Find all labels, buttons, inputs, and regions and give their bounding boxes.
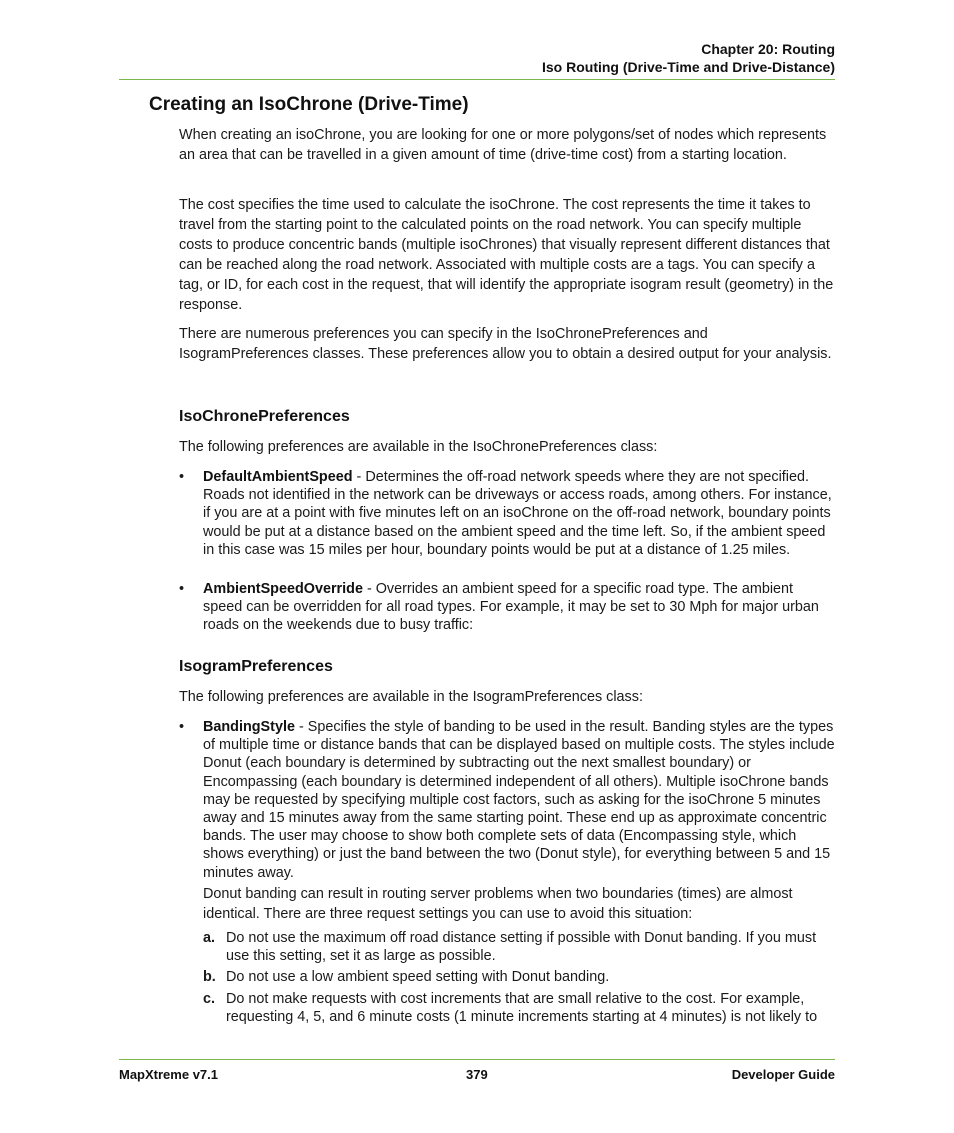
bullet-marker: • bbox=[179, 581, 185, 597]
footer-product: MapXtreme v7.1 bbox=[119, 1067, 218, 1082]
term: DefaultAmbientSpeed bbox=[203, 469, 353, 485]
isochrone-heading: IsoChronePreferences bbox=[179, 408, 350, 425]
running-header bbox=[542, 40, 835, 76]
header-section: Iso Routing (Drive-Time and Drive-Distance) bbox=[541, 59, 835, 75]
intro-paragraph-2: The cost specifies the time used to calculate the isoChrone. The cost represents the time it takes to travel from the starting point to the calculated points on the road network. You can specify multiple costs to produce concentric bands (multiple isoChrones) that visually represent different distances that can be reached along the road network. Associated with multiple costs are a tags. You can specify a tag, or ID, for each cost in the request, that will identify the appropriate isogram result (geometry) in the response. bbox=[179, 197, 834, 313]
list-item bbox=[179, 580, 835, 635]
step-text: Do not use the maximum off road distance setting if possible with Donut banding. If you must use this setting, set it as large as possible. bbox=[226, 930, 817, 965]
list-item bbox=[203, 929, 835, 965]
intro-paragraph-3: There are numerous preferences you can specify in the IsoChronePreferences and IsogramPreferences classes. These preferences allow you to obtain a desired output for your analysis. bbox=[179, 326, 832, 362]
step-text: Do not use a low ambient speed setting with Donut banding. bbox=[226, 969, 610, 985]
step-marker: c. bbox=[203, 991, 216, 1007]
bullet-marker: • bbox=[179, 719, 185, 735]
definition: - Specifies the style of banding to be used in the result. Banding styles are the types of multiple time or distance bands that can be displayed based on multiple costs. The styles include Donut (each boundary is determined by subtracting out the next smallest boundary) or Encompassing (each boundary is determined independent of all others). Multiple isoChrone bands may be requested by specifying multiple cost factors, such as asking for the isoChrone 5 minutes away and 15 minutes away from the same starting point. These end up as approximate concentric bands. The user may choose to show both complete sets of data (Encompassing style, which shows everything) or just the band between the two (Donut style), for everything between 5 and 15 minutes away. bbox=[203, 719, 835, 881]
page-title: Creating an IsoChrone (Drive-Time) bbox=[149, 94, 469, 115]
bullet-marker: • bbox=[179, 469, 185, 485]
isogram-heading: IsogramPreferences bbox=[179, 658, 333, 675]
term: BandingStyle bbox=[203, 719, 295, 735]
isogram-lead: The following preferences are available in the IsogramPreferences class: bbox=[179, 689, 643, 705]
step-text: Do not make requests with cost increments that are small relative to the cost. For example, requesting 4, 5, and 6 minute costs (1 minute increments starting at 4 minutes) is not likely to bbox=[226, 991, 818, 1026]
donut-note: Donut banding can result in routing server problems when two boundaries (times) are almost identical. There are three request settings you can use to avoid this situation: bbox=[203, 886, 793, 922]
intro-paragraph-1: When creating an isoChrone, you are looking for one or more polygons/set of nodes which represents an area that can be travelled in a given amount of time (drive-time cost) from a starting location. bbox=[179, 127, 827, 163]
list-item bbox=[203, 968, 835, 986]
step-marker: a. bbox=[203, 930, 216, 946]
header-chapter: Chapter 20: Routing bbox=[701, 41, 835, 57]
term: AmbientSpeedOverride bbox=[203, 581, 363, 597]
definition: - Determines the off-road network speeds where they are not specified. Roads not identified in the network can be driveways or access roads, among others. For instance, if you are at a point with five minutes left on an isoChrone on the off-road network, boundary points would be put at a distance based on the ambient speed and the time left. So, if the ambient speed in this case was 15 miles per hour, boundary points would be put at a distance of 1.25 miles. bbox=[203, 469, 832, 558]
step-marker: b. bbox=[203, 969, 216, 985]
definition: - Overrides an ambient speed for a specific road type. The ambient speed can be overridden for all road types. For example, it may be set to 30 Mph for major urban roads on the weekends due to busy traffic: bbox=[203, 581, 819, 634]
list-item bbox=[203, 990, 835, 1026]
header-rule bbox=[119, 79, 835, 80]
isochrone-lead: The following preferences are available in the IsoChronePreferences class: bbox=[179, 439, 658, 455]
list-item bbox=[179, 718, 835, 882]
page-number: 379 bbox=[466, 1067, 488, 1082]
footer-rule bbox=[119, 1059, 835, 1060]
footer-guide: Developer Guide bbox=[731, 1067, 835, 1082]
list-item bbox=[179, 468, 835, 559]
